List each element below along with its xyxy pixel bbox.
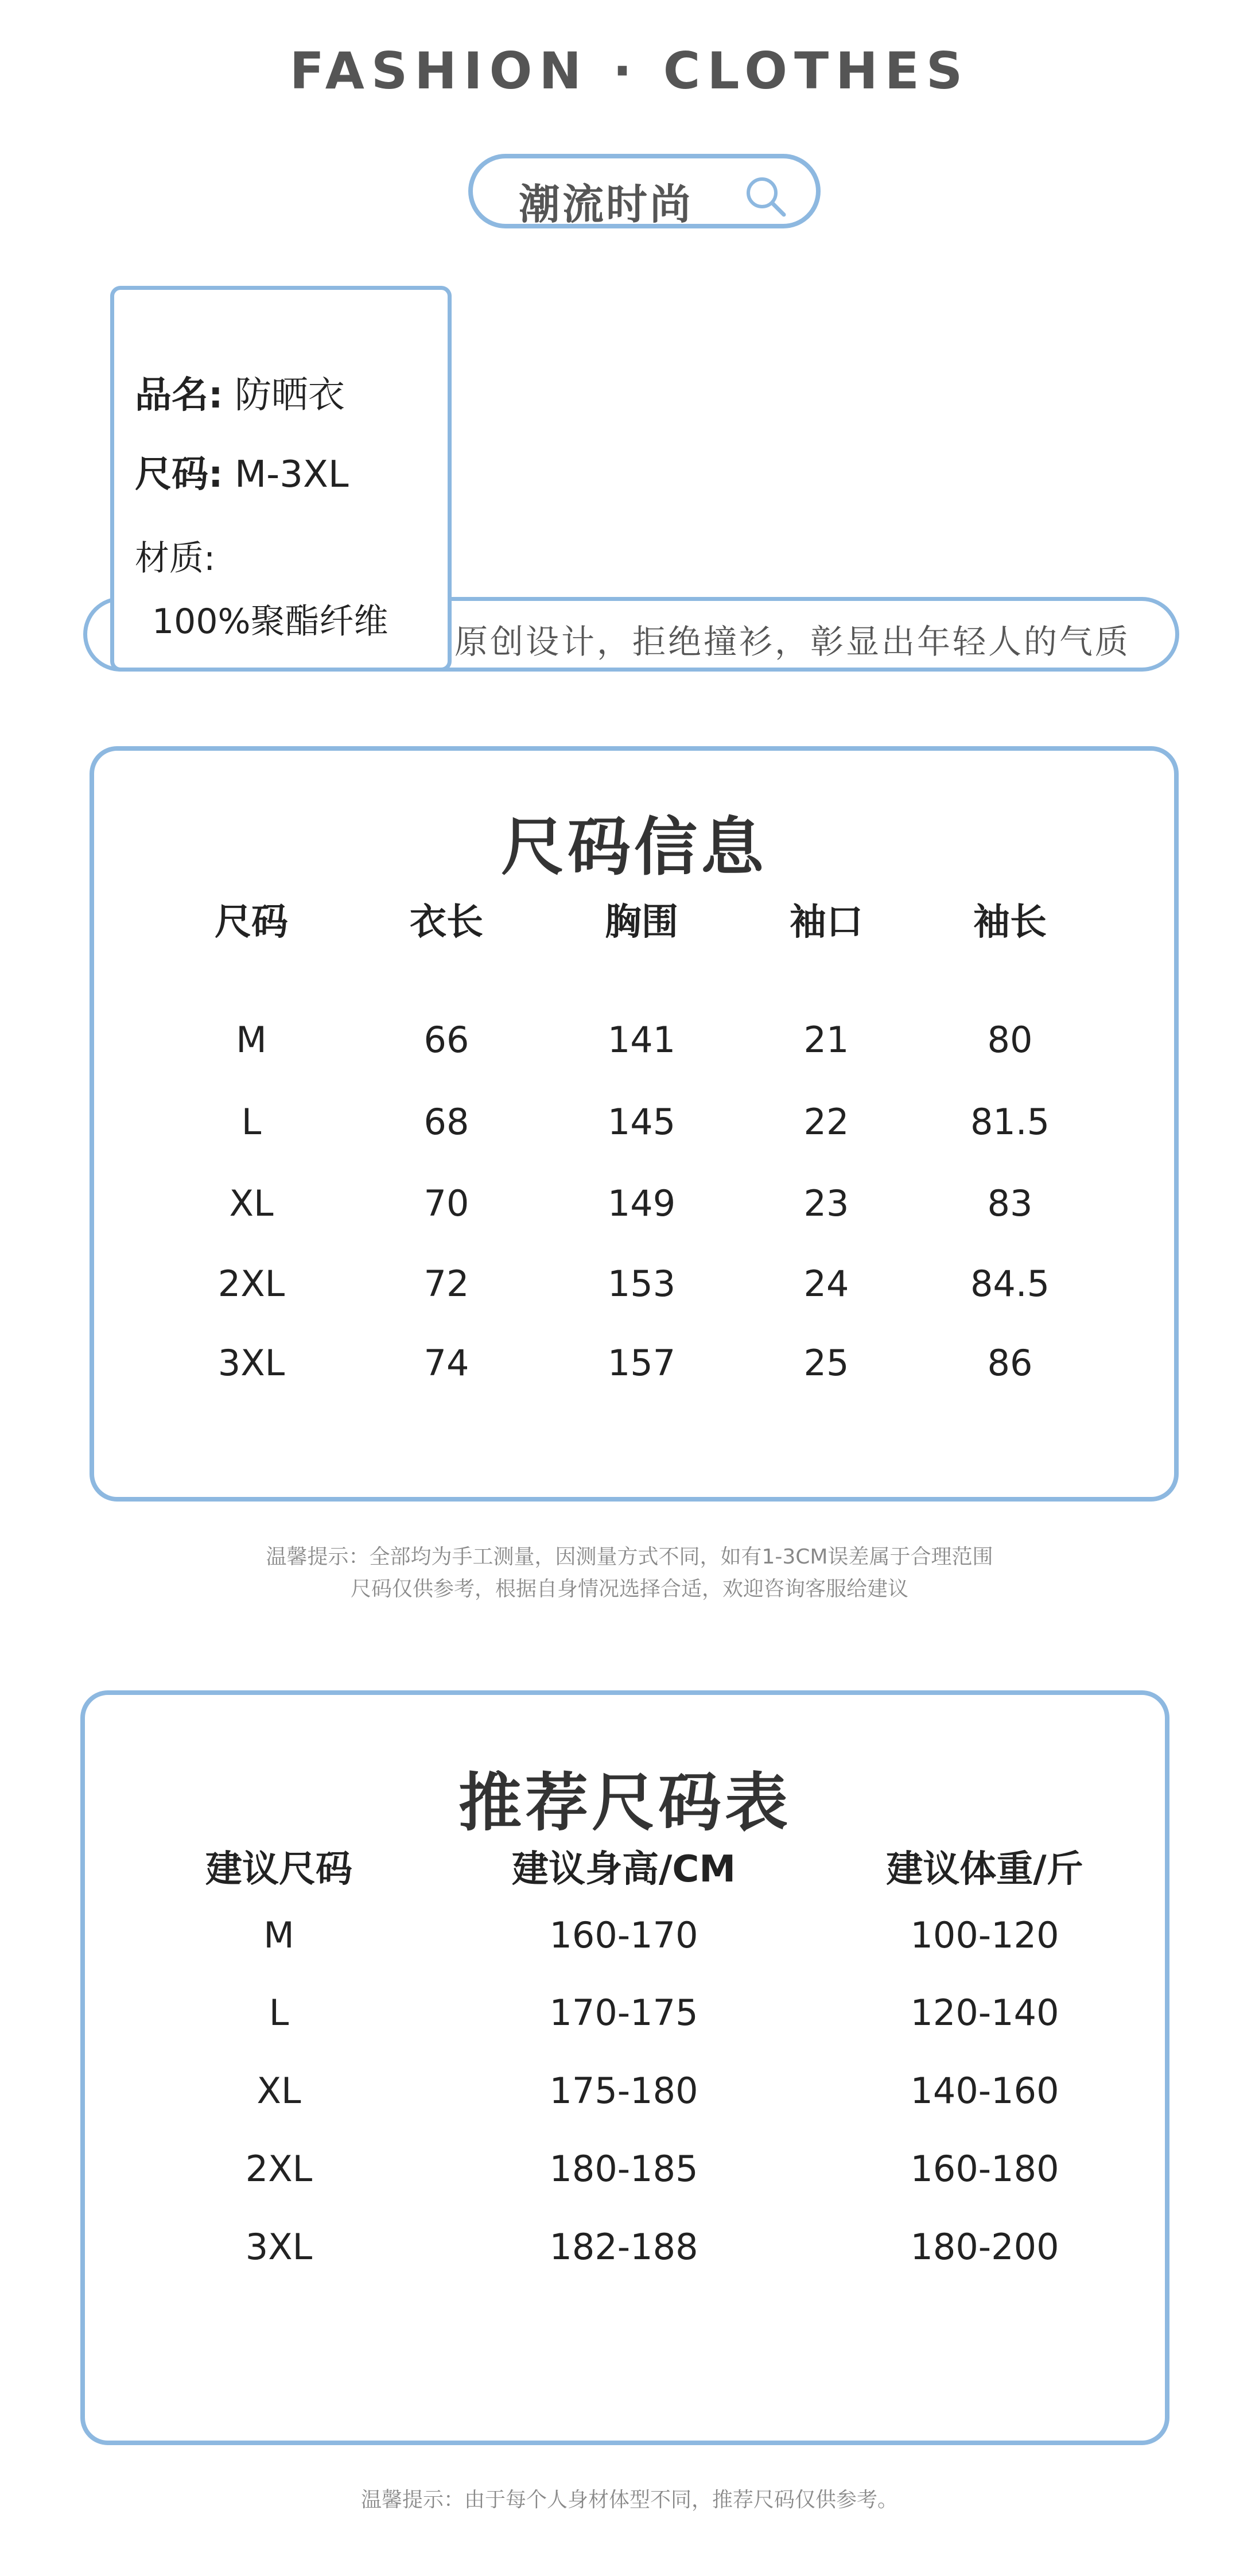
- product-material-value: 100%聚酯纤维: [152, 602, 388, 642]
- table-cell: M: [236, 1019, 267, 1061]
- table-cell: 2XL: [217, 1263, 285, 1305]
- table-cell: 175-180: [549, 2070, 698, 2112]
- tag-pill: [468, 154, 821, 228]
- table-header-cell: 建议体重/斤: [886, 1848, 1083, 1891]
- table-header-cell: 建议身高/CM: [511, 1848, 736, 1891]
- table-cell: XL: [257, 2070, 301, 2112]
- table-cell: 83: [987, 1182, 1033, 1224]
- table-header-cell: 尺码: [215, 901, 288, 944]
- product-material-label: 材质:: [135, 538, 216, 579]
- table-cell: 86: [987, 1342, 1033, 1384]
- table-header-cell: 袖口: [790, 901, 863, 944]
- recommend-note: 温馨提示：由于每个人身材体型不同，推荐尺码仅供参考。: [360, 2488, 898, 2512]
- tag-text: 潮流时尚: [519, 180, 694, 228]
- table-cell: 3XL: [245, 2226, 313, 2268]
- product-info-card: [110, 286, 452, 672]
- table-cell: 141: [607, 1019, 676, 1061]
- table-cell: 3XL: [217, 1342, 285, 1384]
- size-note-line1: 温馨提示：全部均为手工测量，因测量方式不同，如有1-3CM误差属于合理范围: [266, 1545, 993, 1569]
- product-size-value: M-3XL: [234, 453, 349, 496]
- table-cell: 2XL: [245, 2148, 313, 2190]
- table-cell: 145: [607, 1101, 676, 1143]
- table-cell: 22: [803, 1101, 849, 1143]
- table-cell: 81.5: [970, 1101, 1050, 1143]
- table-cell: XL: [229, 1182, 274, 1224]
- table-cell: 182-188: [549, 2226, 698, 2268]
- recommend-card: [80, 1690, 1169, 2445]
- table-cell: 100-120: [910, 1914, 1059, 1956]
- table-header-cell: 袖长: [973, 901, 1047, 944]
- table-cell: 80: [987, 1019, 1033, 1061]
- table-cell: 66: [423, 1019, 469, 1061]
- table-cell: 72: [423, 1263, 469, 1305]
- table-cell: 21: [803, 1019, 849, 1061]
- product-name-row: [135, 366, 345, 418]
- table-header-cell: 衣长: [410, 901, 483, 944]
- table-cell: M: [263, 1914, 294, 1956]
- table-header-cell: 胸围: [605, 901, 678, 944]
- search-icon: [743, 173, 788, 219]
- table-cell: 170-175: [549, 1992, 698, 2034]
- table-cell: L: [269, 1992, 289, 2034]
- table-cell: 70: [423, 1182, 469, 1224]
- table-cell: 74: [423, 1342, 469, 1384]
- recommend-title: 推荐尺码表: [458, 1766, 791, 1840]
- table-cell: 84.5: [970, 1263, 1050, 1305]
- table-cell: 160-170: [549, 1914, 698, 1956]
- product-name-label: 品名:: [135, 374, 223, 417]
- table-cell: 180-200: [910, 2226, 1059, 2268]
- table-cell: 157: [607, 1342, 676, 1384]
- table-cell: 24: [803, 1263, 849, 1305]
- slogan-text: 原创设计，拒绝撞衫，彰显出年轻人的气质: [454, 622, 1131, 661]
- brand-title: FASHION · CLOTHES: [289, 41, 970, 100]
- table-cell: 25: [803, 1342, 849, 1384]
- table-cell: 180-185: [549, 2148, 698, 2190]
- size-info-title: 尺码信息: [501, 810, 767, 884]
- table-cell: 153: [607, 1263, 676, 1305]
- table-cell: 140-160: [910, 2070, 1059, 2112]
- table-cell: 149: [607, 1182, 676, 1224]
- table-cell: 120-140: [910, 1992, 1059, 2034]
- table-cell: 160-180: [910, 2148, 1059, 2190]
- product-name-value: 防晒衣: [234, 374, 345, 417]
- size-note-line2: 尺码仅供参考，根据自身情况选择合适，欢迎咨询客服给建议: [350, 1577, 908, 1601]
- table-cell: 23: [803, 1182, 849, 1224]
- product-size-row: [135, 445, 348, 498]
- product-size-label: 尺码:: [135, 453, 223, 496]
- table-header-cell: 建议尺码: [205, 1848, 352, 1891]
- table-cell: L: [241, 1101, 262, 1143]
- table-cell: 68: [423, 1101, 469, 1143]
